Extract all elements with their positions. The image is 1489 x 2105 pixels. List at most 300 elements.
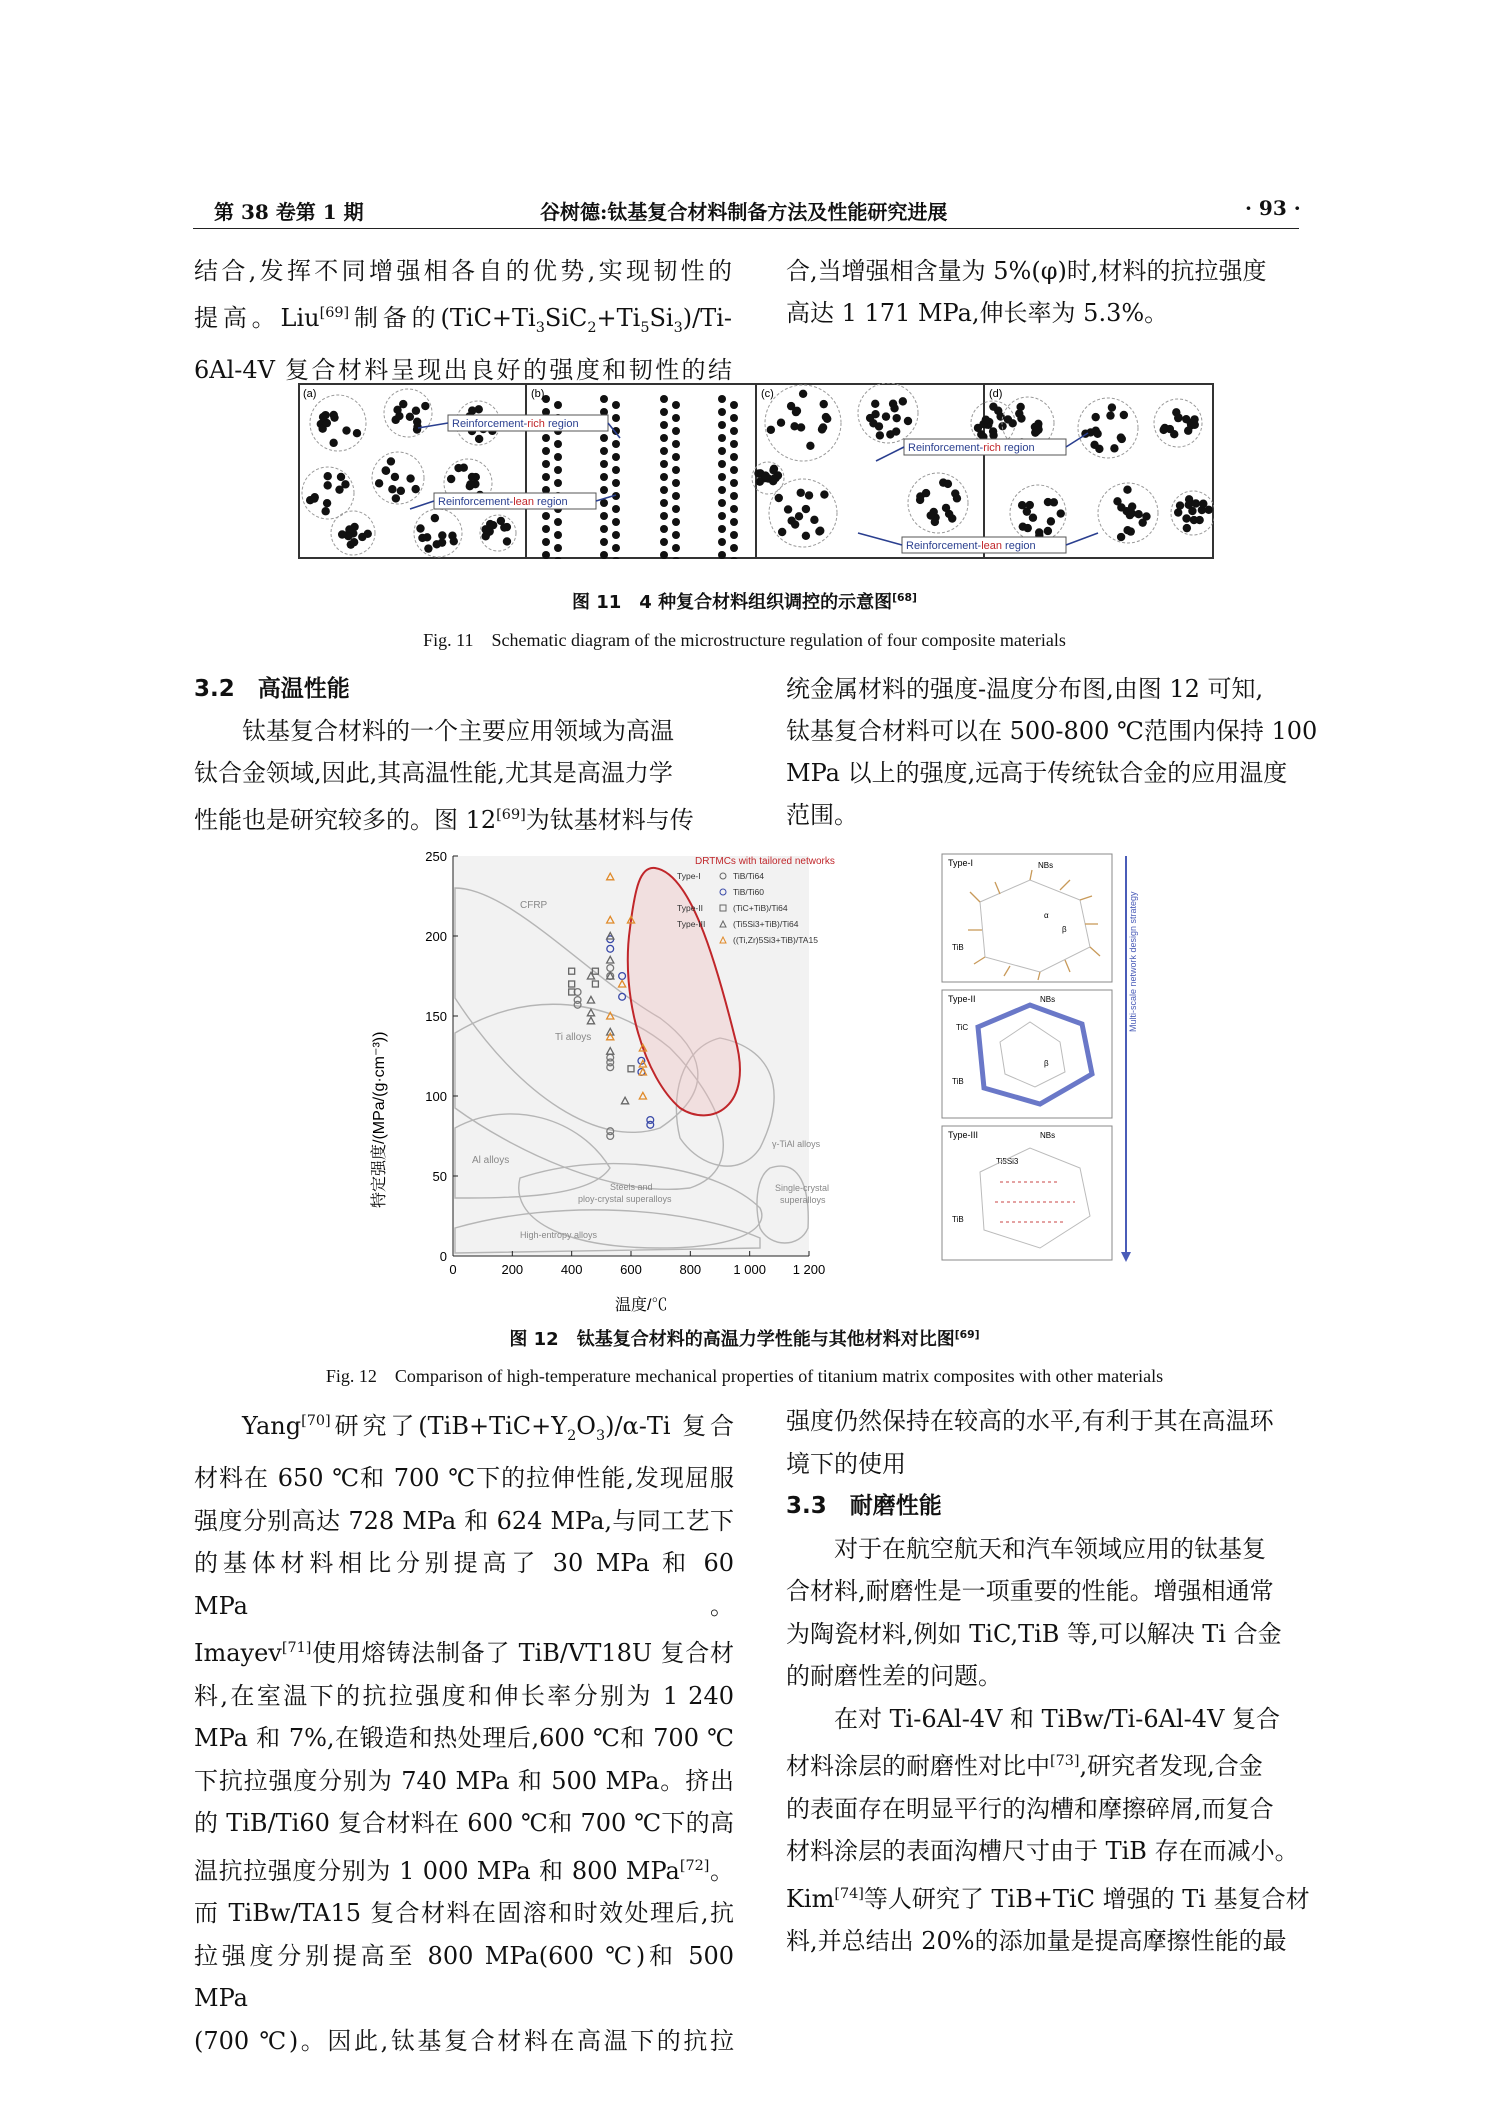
particle — [413, 423, 421, 431]
particle — [718, 473, 726, 481]
particle — [612, 544, 620, 552]
particle — [321, 507, 329, 515]
panel-type-3 — [942, 1126, 1112, 1260]
text-line: 在对 Ti-6Al-4V 和 TiBw/Ti-6Al-4V 复合 — [834, 1704, 1281, 1733]
x-tick-label: 1 000 — [733, 1262, 766, 1277]
particle — [672, 505, 680, 513]
particle — [397, 487, 405, 495]
x-tick-label: 200 — [501, 1262, 524, 1277]
particle — [1044, 527, 1052, 535]
svg-text:β: β — [1062, 925, 1067, 934]
particle — [424, 544, 432, 552]
particle — [1091, 413, 1099, 421]
particle — [1093, 430, 1101, 438]
particle — [660, 447, 668, 455]
particle — [1029, 514, 1037, 522]
particle — [982, 415, 990, 423]
particle — [1033, 427, 1041, 435]
particle — [904, 417, 912, 425]
header-rule — [193, 228, 1299, 229]
particle — [448, 532, 456, 540]
particle — [600, 434, 608, 442]
particle — [1128, 509, 1136, 517]
x-tick-label: 400 — [560, 1262, 583, 1277]
svg-text:TiB: TiB — [952, 1077, 964, 1086]
particle — [612, 453, 620, 461]
y-tick-label: 100 — [425, 1089, 447, 1104]
particle — [886, 430, 894, 438]
text-line: 钛基复合材料的一个主要应用领域为高温 — [242, 717, 674, 745]
particle — [810, 516, 818, 524]
text-line: 境下的使用 — [786, 1449, 906, 1478]
rich-region-label-2 — [904, 439, 1066, 455]
x-tick-label: 600 — [620, 1262, 642, 1277]
particle — [486, 520, 494, 528]
particle — [1024, 524, 1032, 532]
particle — [341, 480, 349, 488]
particle — [718, 447, 726, 455]
particle — [554, 440, 562, 448]
region-label-cfrp: CFRP — [520, 900, 548, 911]
figure-12-chart — [360, 848, 940, 1318]
svg-text:Type-III: Type-III — [948, 1130, 979, 1140]
region-label-single-crystal-2: superalloys — [780, 1195, 826, 1205]
particle — [542, 551, 550, 559]
particle — [1182, 415, 1190, 423]
text-line: 下抗拉强度分别为 740 MPa 和 500 MPa。挤出 — [194, 1766, 734, 1795]
particle — [672, 544, 680, 552]
particle — [672, 518, 680, 526]
particle — [718, 499, 726, 507]
lean-region-label-1 — [434, 493, 596, 509]
particle — [600, 525, 608, 533]
particle — [542, 538, 550, 546]
text-line: 材料涂层的表面沟槽尺寸由于 TiB 存在而减小。 — [786, 1837, 1299, 1865]
text-line: 钛基复合材料可以在 500-800 ℃范围内保持 100 — [786, 717, 1318, 745]
particle — [466, 480, 474, 488]
strategy-label: Multi-scale network design strategy — [1128, 891, 1138, 1032]
svg-text:NBs: NBs — [1040, 1131, 1056, 1140]
panel-label-a: (a) — [303, 388, 317, 400]
particle — [406, 474, 414, 482]
particle — [311, 493, 319, 501]
x-axis-label: 温度/℃ — [615, 1297, 668, 1314]
particle — [922, 489, 930, 497]
particle — [1142, 512, 1150, 520]
x-tick-label: 1 200 — [792, 1262, 826, 1277]
svg-text:Ti5Si3: Ti5Si3 — [996, 1157, 1019, 1166]
panel-type-1 — [942, 854, 1112, 982]
particle — [438, 531, 446, 539]
particle — [718, 538, 726, 546]
text-line: 对于在航空航天和汽车领域应用的钛基复 — [834, 1534, 1266, 1563]
particle — [323, 481, 331, 489]
particle — [916, 496, 924, 504]
panel-label-b: (b) — [531, 388, 545, 400]
particle — [1190, 516, 1198, 524]
particle — [542, 460, 550, 468]
particle — [718, 486, 726, 494]
particle — [730, 440, 738, 448]
region-label-tial: γ-TiAl alloys — [772, 1139, 821, 1149]
particle — [342, 426, 350, 434]
text-line: 为陶瓷材料,例如 TiC,TiB 等,可以解决 Ti 合金 — [786, 1619, 1282, 1648]
particle — [542, 473, 550, 481]
particle — [892, 414, 900, 422]
particle — [329, 411, 337, 419]
particle — [762, 472, 770, 480]
text-line: 结合,发挥不同增强相各自的优势,实现韧性的 — [194, 257, 732, 285]
particle — [944, 480, 952, 488]
particle — [1057, 509, 1065, 517]
particle — [793, 407, 801, 415]
legend-entry-1: TiB/Ti64 — [733, 871, 765, 881]
particle — [353, 429, 361, 437]
particle — [672, 531, 680, 539]
particle — [806, 442, 814, 450]
y-axis-label: 特定强度/(MPa/(g·cm⁻³)) — [371, 1031, 388, 1208]
text-line: (700 ℃)。因此,钛基复合材料在高温下的抗拉 — [194, 2026, 734, 2055]
text-line: 的表面存在明显平行的沟槽和摩擦碎屑,而复合 — [786, 1794, 1274, 1823]
particle — [1190, 415, 1198, 423]
particle — [660, 499, 668, 507]
particle — [600, 551, 608, 559]
text-line: 强度仍然保持在较高的水平,有利于其在高温环 — [786, 1407, 1274, 1435]
particle — [819, 423, 827, 431]
particle — [795, 512, 803, 520]
text-line: 的基体材料相比分别提高了 30 MPa 和 60 MPa。 — [194, 1549, 734, 1620]
particle — [718, 460, 726, 468]
particle — [730, 414, 738, 422]
figure-11-caption-cn: 图 11 4 种复合材料组织调控的示意图[68] — [571, 591, 917, 613]
particle — [797, 423, 805, 431]
particle — [953, 494, 961, 502]
particle — [770, 475, 778, 483]
particle — [1123, 526, 1131, 534]
svg-text:TiB: TiB — [952, 1215, 964, 1224]
particle — [1108, 403, 1116, 411]
rich-region-label-1 — [448, 415, 608, 431]
particle — [730, 544, 738, 552]
particle — [612, 479, 620, 487]
particle — [542, 525, 550, 533]
particle — [672, 401, 680, 409]
bottom-left-column — [194, 1400, 734, 2062]
region-label-ti: Ti alloys — [555, 1032, 592, 1043]
particle — [660, 525, 668, 533]
particle — [393, 406, 401, 414]
particle — [660, 538, 668, 546]
particle — [554, 518, 562, 526]
header-right: · 93 · — [1245, 196, 1301, 220]
particle — [375, 479, 383, 487]
text-line: 材料在 650 ℃和 700 ℃下的拉伸性能,发现屈服 — [194, 1464, 734, 1493]
particle — [802, 532, 810, 540]
text-line: 而 TiBw/TA15 复合材料在固溶和时效处理后,抗 — [194, 1899, 734, 1928]
particle — [554, 453, 562, 461]
particle — [899, 397, 907, 405]
text-line: 6Al-4V 复合材料呈现出良好的强度和韧性的结 — [194, 355, 732, 384]
particle — [338, 530, 346, 538]
particle — [1205, 506, 1213, 514]
particle — [672, 466, 680, 474]
particle — [1017, 414, 1025, 422]
text-line: 材料涂层的耐磨性对比中[73],研究者发现,合金 — [786, 1752, 1263, 1780]
particle — [778, 528, 786, 536]
particle — [600, 538, 608, 546]
particle — [754, 469, 762, 477]
drtmc-label: DRTMCs with tailored networks — [695, 856, 835, 867]
svg-text:α: α — [1044, 911, 1049, 920]
particle — [554, 479, 562, 487]
particle — [554, 544, 562, 552]
particle — [600, 473, 608, 481]
figure-12-caption-cn: 图 12 钛基复合材料的高温力学性能与其他材料对比图[69] — [509, 1328, 980, 1350]
particle — [612, 518, 620, 526]
svg-text:Reinforcement-lean region: Reinforcement-lean region — [438, 496, 568, 508]
text-line: Imayev[71]使用熔铸法制备了 TiB/VT18U 复合材 — [194, 1639, 734, 1668]
svg-text:Reinforcement-rich region: Reinforcement-rich region — [908, 442, 1035, 454]
particle — [820, 400, 828, 408]
particle — [672, 414, 680, 422]
particle — [730, 466, 738, 474]
particle — [554, 466, 562, 474]
particle — [660, 421, 668, 429]
particle — [1176, 501, 1184, 509]
particle — [660, 473, 668, 481]
particle — [1090, 441, 1098, 449]
particle — [730, 479, 738, 487]
particle — [411, 485, 419, 493]
particle — [866, 414, 874, 422]
region-label-al: Al alloys — [472, 1155, 510, 1166]
text-line: 合,当增强相含量为 5%(φ)时,材料的抗拉强度 — [786, 257, 1267, 285]
particle — [364, 530, 372, 538]
region-label-single-crystal: Single-crystal — [775, 1183, 830, 1193]
particle — [600, 460, 608, 468]
svg-text:β: β — [1044, 1059, 1049, 1068]
particle — [660, 408, 668, 416]
particle — [718, 421, 726, 429]
text-line: 拉强度分别提高至 800 MPa(600 ℃)和 500 MPa — [194, 1941, 734, 2013]
particle — [730, 505, 738, 513]
legend-type-2: Type-II — [677, 903, 703, 913]
text-line: 料,在室温下的抗拉强度和伸长率分别为 1 240 — [194, 1681, 734, 1710]
section-3-2-left — [194, 668, 734, 841]
particle — [718, 512, 726, 520]
particle — [718, 525, 726, 533]
section-3-2-right — [786, 668, 1326, 836]
top-left-column — [194, 250, 732, 391]
particle — [406, 413, 414, 421]
legend-entry-4: (Ti5Si3+TiB)/Ti64 — [733, 919, 799, 929]
particle — [391, 473, 399, 481]
particle — [876, 431, 884, 439]
y-tick-label: 250 — [425, 849, 447, 864]
region-label-superalloys: ploy-crystal superalloys — [578, 1194, 672, 1204]
particle — [775, 494, 783, 502]
particle — [497, 517, 505, 525]
particle — [612, 505, 620, 513]
particle — [730, 531, 738, 539]
region-label-hea: High-entropy alloys — [520, 1230, 598, 1240]
particle — [421, 402, 429, 410]
svg-text:TiC: TiC — [956, 1023, 969, 1032]
particle — [612, 440, 620, 448]
particle — [1035, 528, 1043, 536]
legend-entry-2: TiB/Ti60 — [733, 887, 765, 897]
particle — [542, 512, 550, 520]
bottom-right-column — [786, 1400, 1326, 1963]
particle — [730, 427, 738, 435]
svg-text:Reinforcement-lean region: Reinforcement-lean region — [906, 540, 1036, 552]
particle — [612, 531, 620, 539]
legend-type-3: Type-III — [677, 919, 706, 929]
svg-text:NBs: NBs — [1040, 995, 1056, 1004]
figure-12-caption-en: Fig. 12 Comparison of high-temperature mechanical properties of titanium matrix composites with other materials — [325, 1366, 1164, 1386]
particle — [791, 520, 799, 528]
particle — [718, 551, 726, 559]
particle — [672, 479, 680, 487]
y-tick-label: 50 — [432, 1169, 447, 1184]
particle — [1182, 514, 1190, 522]
particle — [660, 512, 668, 520]
particle — [730, 492, 738, 500]
particle — [1004, 415, 1012, 423]
particle — [600, 512, 608, 520]
particle — [660, 486, 668, 494]
particle — [319, 413, 327, 421]
particle — [1016, 403, 1024, 411]
legend-type-1: Type-I — [677, 871, 701, 881]
section-heading: 3.2 高温性能 — [194, 676, 350, 702]
text-line: 性能也是研究较多的。图 12[69]为钛基材料与传 — [194, 806, 694, 834]
particle — [388, 485, 396, 493]
particle — [718, 395, 726, 403]
particle — [392, 494, 400, 502]
particle — [660, 434, 668, 442]
particle — [1174, 413, 1182, 421]
particle — [1120, 411, 1128, 419]
particle — [431, 514, 439, 522]
particle — [730, 401, 738, 409]
particle — [882, 412, 890, 420]
particle — [600, 447, 608, 455]
svg-text:NBs: NBs — [1038, 861, 1054, 870]
particle — [767, 426, 775, 434]
particle — [387, 457, 395, 465]
particle — [475, 435, 483, 443]
particle — [672, 453, 680, 461]
text-line: MPa 以上的强度,远高于传统钛合金的应用温度 — [786, 759, 1288, 787]
text-line: 合材料,耐磨性是一项重要的性能。增强相通常 — [786, 1577, 1274, 1605]
particle — [337, 473, 345, 481]
particle — [1183, 524, 1191, 532]
legend-entry-5: ((Ti,Zr)5Si3+TiB)/TA15 — [733, 935, 818, 945]
particle — [1117, 533, 1125, 541]
text-line: 高达 1 171 MPa,伸长率为 5.3%。 — [786, 299, 1169, 327]
particle — [777, 418, 785, 426]
particle — [718, 434, 726, 442]
y-tick-label: 200 — [425, 929, 447, 944]
particle — [1110, 444, 1118, 452]
particle — [468, 473, 476, 481]
figure-12-network-panels — [940, 852, 1140, 1264]
particle — [1118, 435, 1126, 443]
particle — [805, 491, 813, 499]
particle — [672, 427, 680, 435]
particle — [1192, 499, 1200, 507]
panel-label-d: (d) — [989, 388, 1003, 400]
particle — [1185, 501, 1193, 509]
particle — [797, 489, 805, 497]
particle — [454, 464, 462, 472]
text-line: MPa 和 7%,在锻造和热处理后,600 ℃和 700 ℃ — [194, 1724, 734, 1753]
particle — [468, 406, 476, 414]
figure-11-microstructure-schematic — [298, 383, 1214, 559]
particle — [412, 407, 420, 415]
header-center: 谷树德:钛基复合材料制备方法及性能研究进展 — [540, 200, 948, 224]
x-tick-label: 800 — [679, 1262, 702, 1277]
text-line: 提高。Liu[69]制备的$(TiC+Ti_3SiC_2+Ti_5Si_3)/Ti-$ — [194, 304, 733, 336]
panel-type-2 — [942, 990, 1112, 1118]
text-line: 范围。 — [786, 801, 858, 829]
particle — [323, 499, 331, 507]
particle — [660, 395, 668, 403]
particle — [1047, 517, 1055, 525]
particle — [1106, 411, 1114, 419]
text-line: Kim[74]等人研究了 TiB+TiC 增强的 Ti 基复合材 — [786, 1884, 1310, 1913]
section-heading: 3.3 耐磨性能 — [786, 1493, 942, 1519]
particle — [324, 472, 332, 480]
y-tick-label: 0 — [439, 1249, 447, 1264]
particle — [438, 538, 446, 546]
text-line: 强度分别高达 728 MPa 和 624 MPa,与同工艺下 — [194, 1506, 734, 1535]
particle — [542, 434, 550, 442]
svg-text:Type-II: Type-II — [948, 994, 976, 1004]
particle — [820, 490, 828, 498]
text-line: 的 TiB/Ti60 复合材料在 600 ℃和 700 ℃下的高 — [194, 1809, 734, 1838]
particle — [660, 460, 668, 468]
particle — [871, 400, 879, 408]
particle — [927, 511, 935, 519]
particle — [784, 505, 792, 513]
text-line: 料,并总结出 20%的添加量是提高摩擦性能的最 — [786, 1927, 1287, 1955]
particle — [600, 395, 608, 403]
svg-text:Reinforcement-rich region: Reinforcement-rich region — [452, 418, 579, 430]
particle — [503, 537, 511, 545]
particle — [890, 404, 898, 412]
particle — [329, 439, 337, 447]
particle — [815, 527, 823, 535]
particle — [1123, 486, 1131, 494]
particle — [542, 447, 550, 455]
particle — [994, 407, 1002, 415]
text-line: 温抗拉强度分别为 1 000 MPa 和 800 MPa[72]。 — [194, 1856, 734, 1885]
text-line: 统金属材料的强度-温度分布图,由图 12 可知, — [786, 675, 1264, 703]
text-line: 的耐磨性差的问题。 — [786, 1662, 1002, 1690]
panel-label-c: (c) — [761, 388, 774, 400]
text-line: Yang[70]研究了$(TiB+TiC+Y_2O_3)/\alpha-Ti$ 复合 — [242, 1412, 735, 1444]
particle — [822, 413, 830, 421]
particle — [799, 390, 807, 398]
top-right-column — [786, 250, 1326, 334]
particle — [416, 524, 424, 532]
particle — [1170, 430, 1178, 438]
svg-text:TiB: TiB — [952, 943, 964, 952]
particle — [730, 518, 738, 526]
particle — [718, 408, 726, 416]
